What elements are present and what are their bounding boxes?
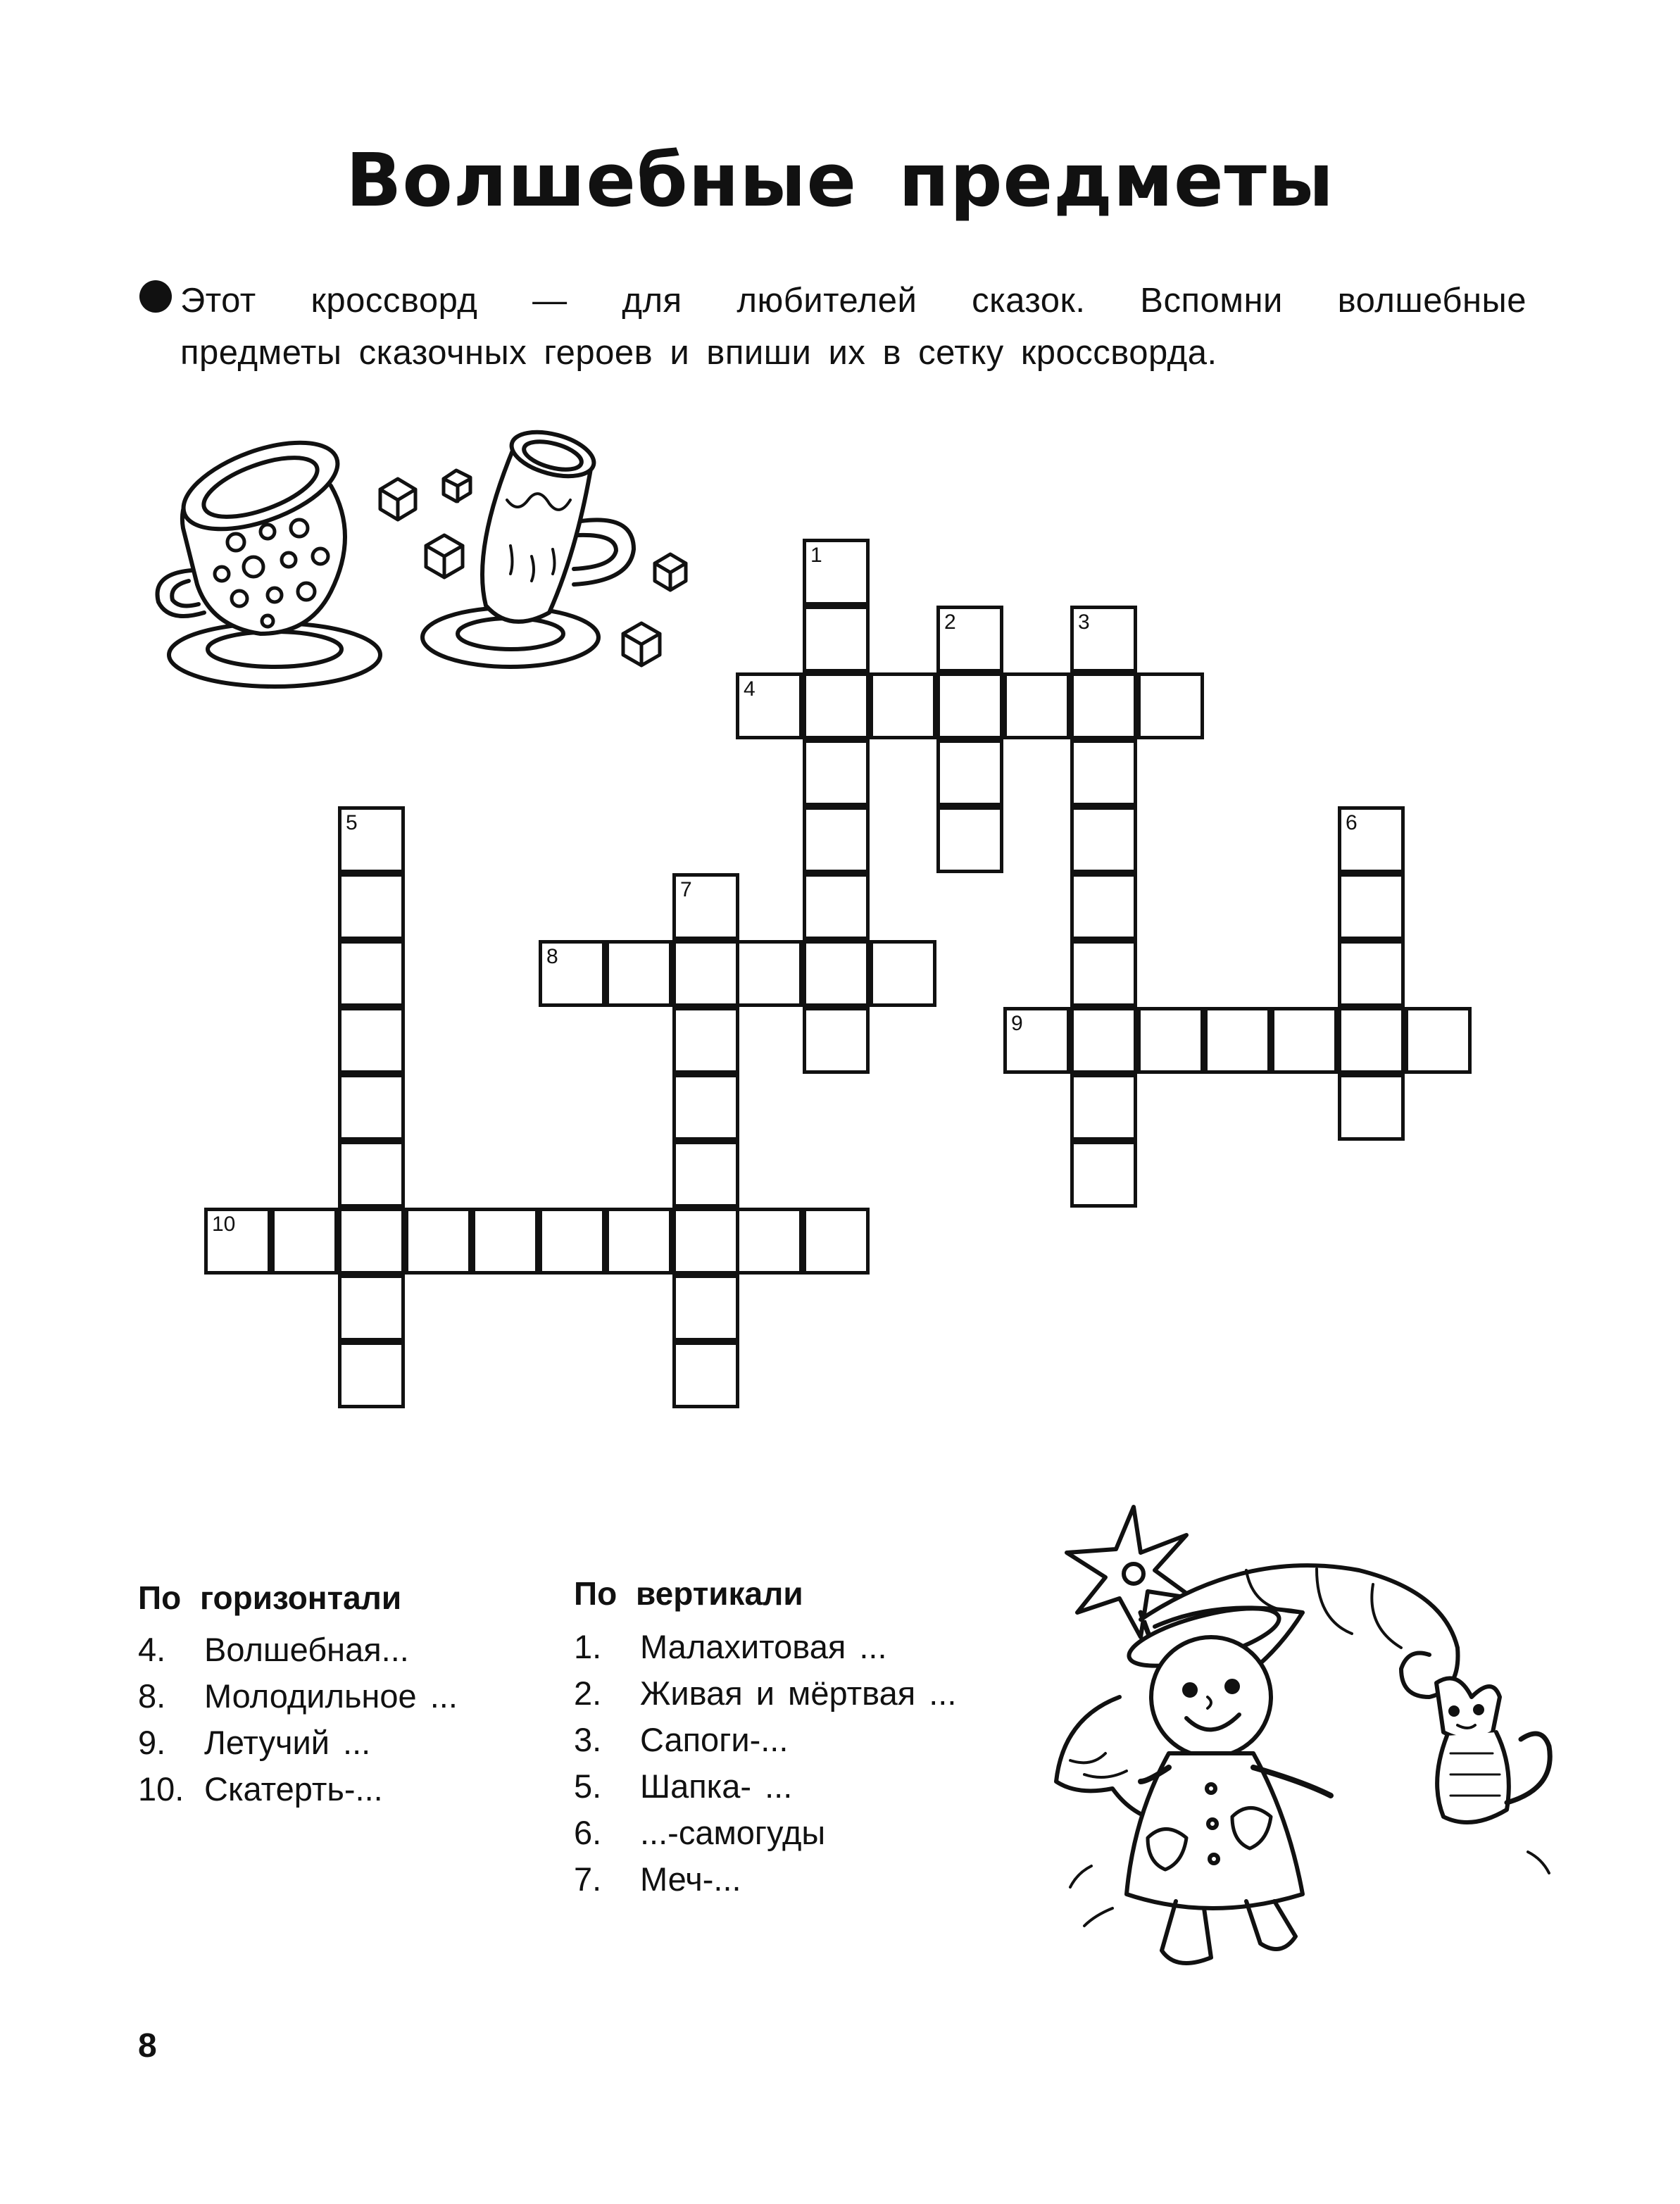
cell[interactable] xyxy=(1338,940,1405,1007)
clue-number-2: 2 xyxy=(944,611,956,634)
cell[interactable] xyxy=(1070,739,1137,806)
down-clue: 1. Малахитовая ... xyxy=(574,1628,887,1665)
clue-number-10: 10 xyxy=(212,1213,236,1236)
cell-5-start[interactable] xyxy=(338,806,405,873)
clue-number-8: 8 xyxy=(546,945,558,968)
cell[interactable] xyxy=(672,1007,739,1074)
cell[interactable] xyxy=(1070,806,1137,873)
cell[interactable] xyxy=(803,1007,870,1074)
cell[interactable] xyxy=(672,1208,739,1275)
cell[interactable] xyxy=(338,940,405,1007)
cell[interactable] xyxy=(539,1208,606,1275)
cell[interactable] xyxy=(936,672,1003,739)
cell-1-start[interactable] xyxy=(803,539,870,606)
instructions xyxy=(180,275,1527,379)
cell[interactable] xyxy=(672,1074,739,1141)
cell[interactable] xyxy=(803,940,870,1007)
down-clue: 7. Меч-... xyxy=(574,1860,741,1898)
instructions-line-2: предметы сказочных героев и впиши их в сетку кроссворда. xyxy=(180,334,1217,372)
page-title: Волшебные предметы xyxy=(346,137,1334,223)
cell[interactable] xyxy=(1070,1007,1137,1074)
cell[interactable] xyxy=(803,873,870,940)
cell[interactable] xyxy=(338,1341,405,1408)
cell-10-start[interactable] xyxy=(204,1208,271,1275)
cell[interactable] xyxy=(803,1208,870,1275)
cell[interactable] xyxy=(338,1208,405,1275)
cell-4-start[interactable] xyxy=(736,672,803,739)
down-clue: 2. Живая и мёртвая ... xyxy=(574,1674,957,1712)
cell[interactable] xyxy=(606,940,672,1007)
across-clue: 8. Молодильное ... xyxy=(138,1677,458,1715)
cell[interactable] xyxy=(736,1208,803,1275)
cell[interactable] xyxy=(1070,940,1137,1007)
cell[interactable] xyxy=(1003,672,1070,739)
down-clue: 3. Сапоги-... xyxy=(574,1721,789,1758)
down-heading: По вертикали xyxy=(574,1575,803,1612)
teacups-illustration xyxy=(155,422,711,697)
cell[interactable] xyxy=(1070,672,1137,739)
down-clue: 5. Шапка- ... xyxy=(574,1767,793,1805)
cell-2-start[interactable] xyxy=(936,606,1003,672)
across-clue: 9. Летучий ... xyxy=(138,1724,371,1761)
across-clue: 4. Волшебная... xyxy=(138,1631,409,1668)
cell[interactable] xyxy=(338,1074,405,1141)
cell[interactable] xyxy=(338,873,405,940)
cell[interactable] xyxy=(338,1141,405,1208)
cell[interactable] xyxy=(803,806,870,873)
across-heading: По горизонтали xyxy=(138,1579,402,1616)
cell[interactable] xyxy=(870,672,936,739)
down-clue: 6. ...-самогуды xyxy=(574,1814,826,1851)
cell[interactable] xyxy=(1338,1007,1405,1074)
cell-9-start[interactable] xyxy=(1003,1007,1070,1074)
cell[interactable] xyxy=(672,1275,739,1341)
cell[interactable] xyxy=(936,739,1003,806)
cell[interactable] xyxy=(1070,1141,1137,1208)
cell[interactable] xyxy=(672,1141,739,1208)
clue-number-4: 4 xyxy=(744,677,756,701)
clue-number-5: 5 xyxy=(346,811,358,834)
cell[interactable] xyxy=(1204,1007,1271,1074)
cell[interactable] xyxy=(472,1208,539,1275)
cell[interactable] xyxy=(1137,672,1204,739)
cell[interactable] xyxy=(405,1208,472,1275)
cell-8-start[interactable] xyxy=(539,940,606,1007)
across-clue: 10. Скатерть-... xyxy=(138,1770,383,1808)
page-number: 8 xyxy=(138,2027,157,2065)
clue-number-7: 7 xyxy=(680,878,692,901)
cell[interactable] xyxy=(1271,1007,1338,1074)
cell[interactable] xyxy=(271,1208,338,1275)
cell[interactable] xyxy=(338,1007,405,1074)
clue-number-9: 9 xyxy=(1011,1012,1023,1035)
cell-3-start[interactable] xyxy=(1070,606,1137,672)
cell[interactable] xyxy=(803,739,870,806)
cell[interactable] xyxy=(1070,1074,1137,1141)
cell[interactable] xyxy=(672,1341,739,1408)
cell[interactable] xyxy=(1338,1074,1405,1141)
cell[interactable] xyxy=(338,1275,405,1341)
cell[interactable] xyxy=(936,806,1003,873)
clue-number-6: 6 xyxy=(1346,811,1358,834)
clue-number-3: 3 xyxy=(1078,611,1090,634)
cell[interactable] xyxy=(1405,1007,1472,1074)
cell[interactable] xyxy=(672,940,739,1007)
cell[interactable] xyxy=(870,940,936,1007)
cell[interactable] xyxy=(803,672,870,739)
cell-7-start[interactable] xyxy=(672,873,739,940)
cell[interactable] xyxy=(1070,873,1137,940)
bullet-icon xyxy=(139,280,172,313)
instructions-line-1: Этот кроссворд — для любителей сказок. Вспомни волшебные xyxy=(180,282,1527,320)
cell[interactable] xyxy=(803,606,870,672)
fairy-illustration xyxy=(1035,1486,1570,2028)
cell[interactable] xyxy=(1137,1007,1204,1074)
clue-number-1: 1 xyxy=(810,544,822,567)
cell[interactable] xyxy=(606,1208,672,1275)
cell[interactable] xyxy=(1338,873,1405,940)
cell-6-start[interactable] xyxy=(1338,806,1405,873)
cell[interactable] xyxy=(736,940,803,1007)
